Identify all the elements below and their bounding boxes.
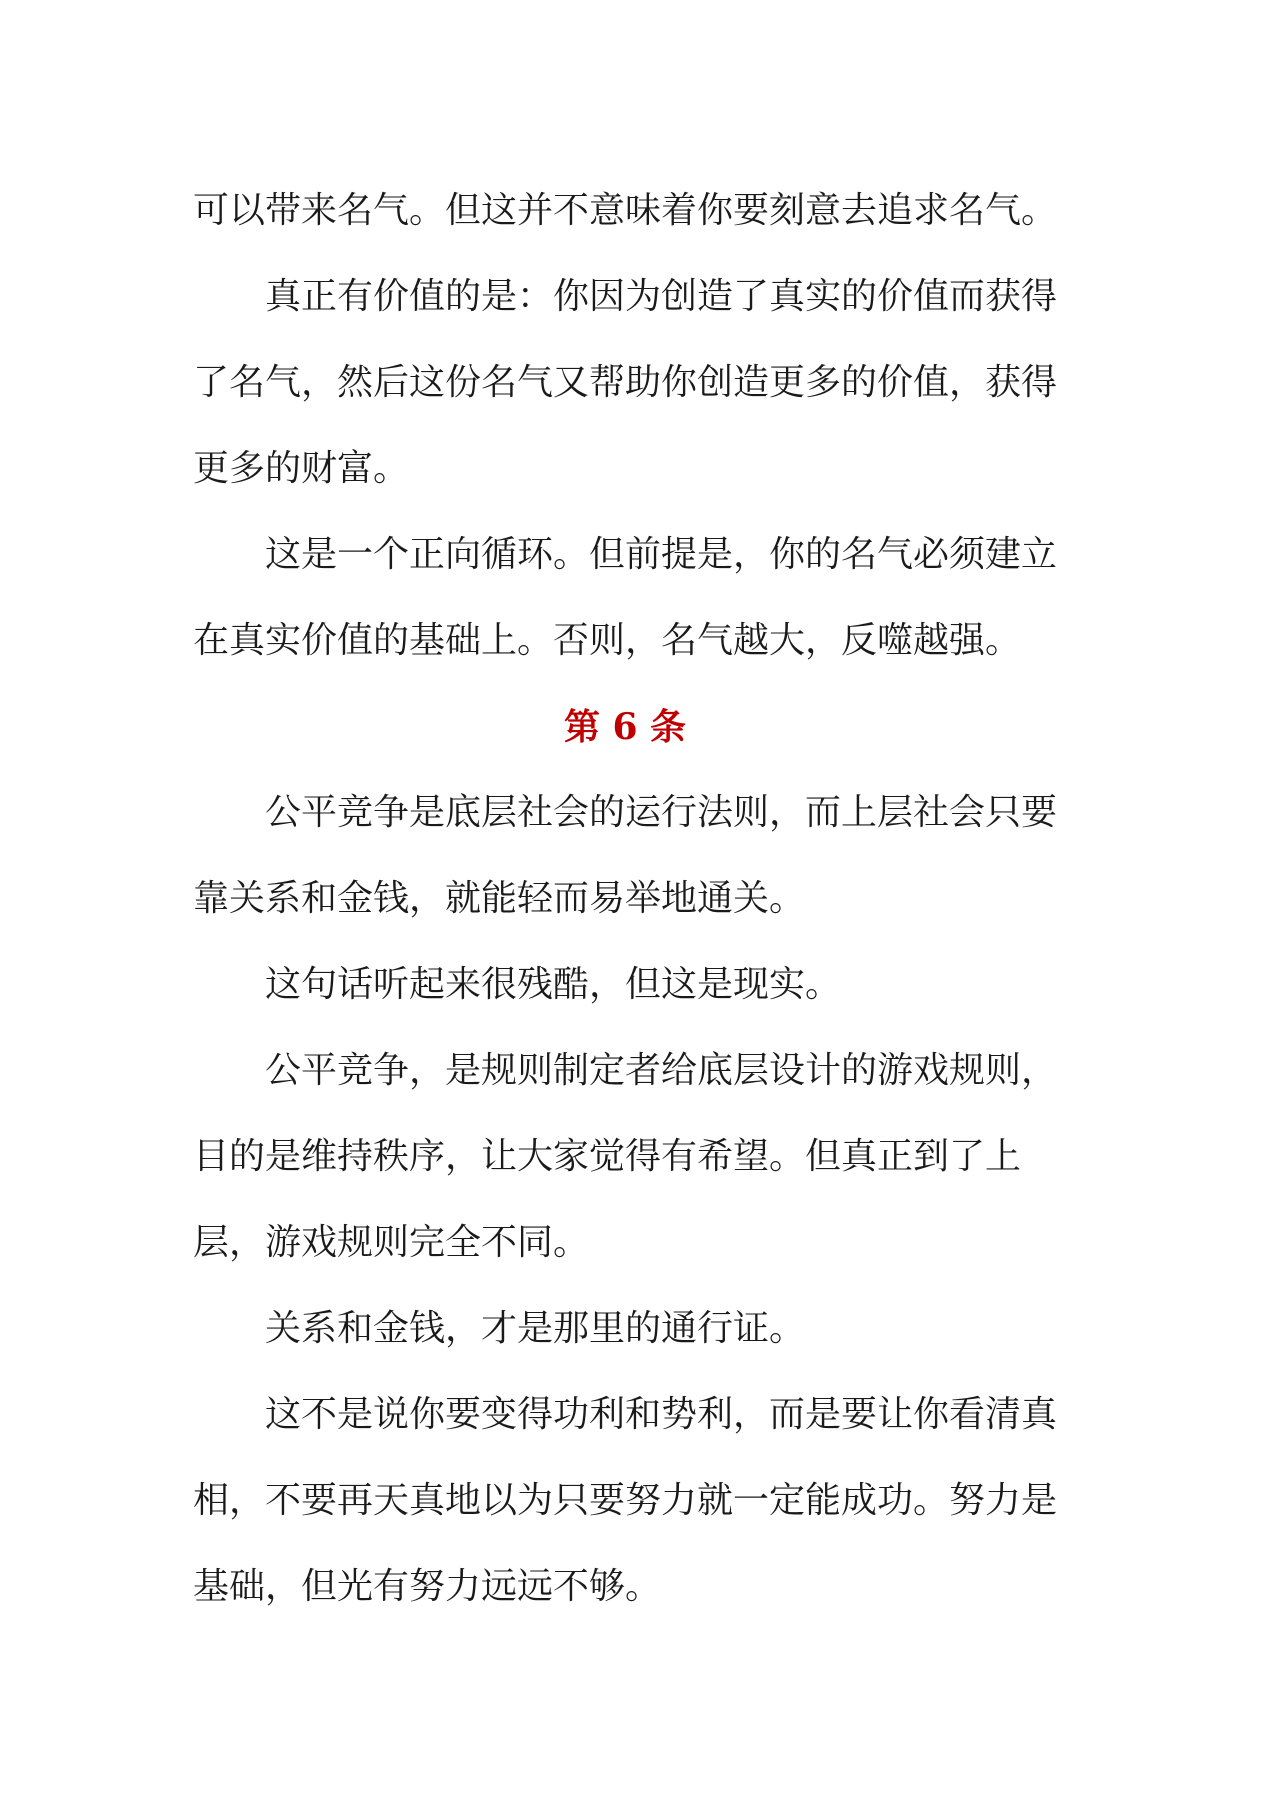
paragraph: 公平竞争是底层社会的运行法则，而上层社会只要靠关系和金钱，就能轻而易举地通关。 <box>193 792 1058 919</box>
paragraph: 这不是说你要变得功利和势利，而是要让你看清真相，不要再天真地以为只要努力就一定能成功。努力是基础，但光有努力远远不够。 <box>193 1394 1058 1607</box>
paragraph: 真正有价值的是：你因为创造了真实的价值而获得了名气，然后这份名气又帮助你创造更多的价值，获得更多的财富。 <box>193 276 1058 489</box>
paragraph: 这句话听起来很残酷，但这是现实。 <box>265 964 842 1005</box>
paragraph: 这是一个正向循环。但前提是，你的名气必须建立在真实价值的基础上。否则，名气越大，反噬越强。 <box>193 534 1058 661</box>
paragraph: 公平竞争，是规则制定者给底层设计的游戏规则，目的是维持秩序，让大家觉得有希望。但真正到了上层，游戏规则完全不同。 <box>193 1050 1058 1263</box>
paragraph: 关系和金钱，才是那里的通行证。 <box>265 1308 806 1349</box>
section-heading: 第 6 条 <box>563 706 687 748</box>
document-body <box>193 168 1057 1630</box>
paragraph-continuation: 可以带来名气。但这并不意味着你要刻意去追求名气。 <box>193 190 1058 231</box>
